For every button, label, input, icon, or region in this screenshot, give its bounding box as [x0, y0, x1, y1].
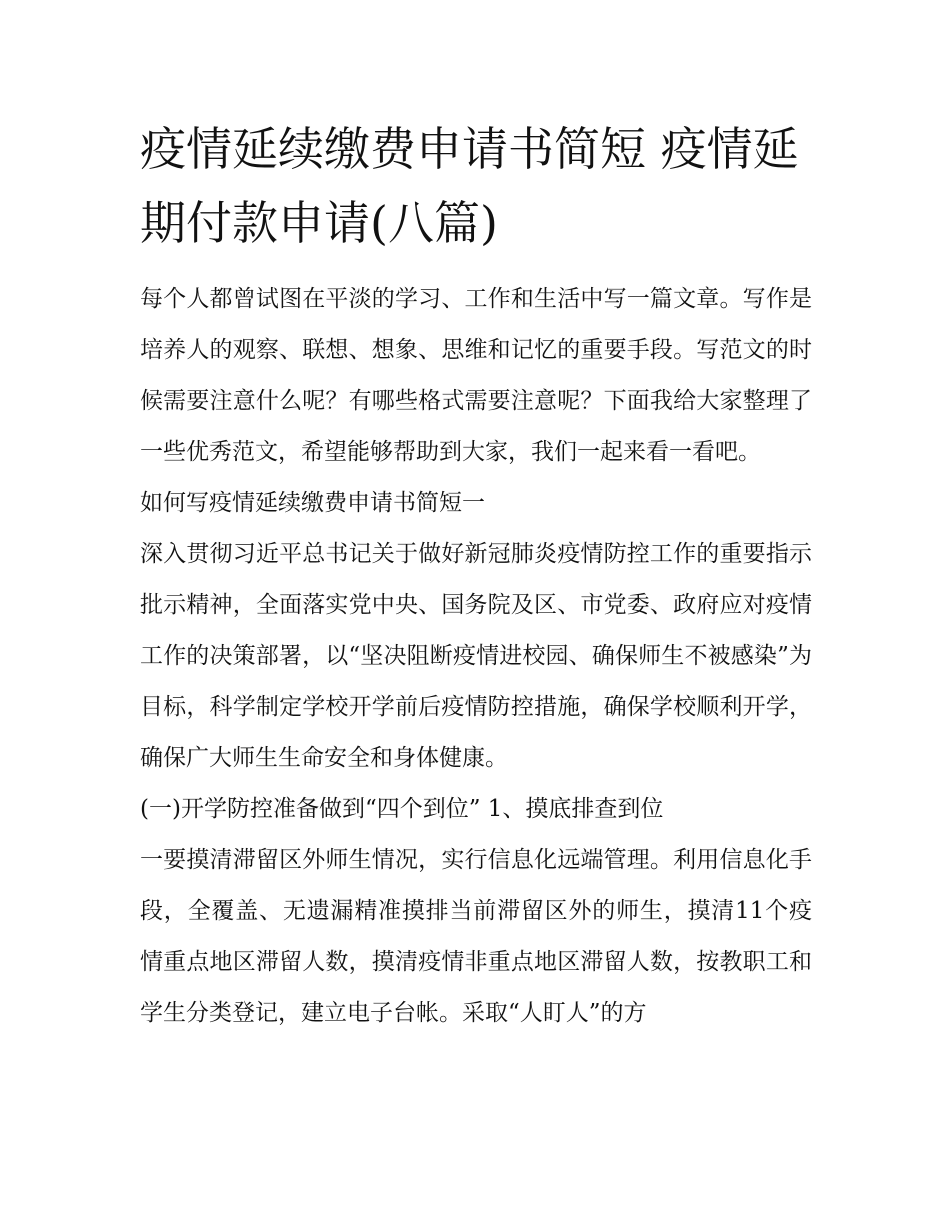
body-paragraph-2: 一要摸清滞留区外师生情况，实行信息化远端管理。利用信息化手段，全覆盖、无遗漏精准摸排当前滞留区外的师生，摸清11个疫情重点地区滞留人数，摸清疫情非重点地区滞留人数，按教职工和学生分类登记，建立电子台帐。采取“人盯人”的方 — [140, 847, 812, 1026]
document-title: 疫情延续缴费申请书简短 疫情延期付款申请(八篇) — [140, 122, 799, 250]
body-paragraph-1: 深入贯彻习近平总书记关于做好新冠肺炎疫情防控工作的重要指示批示精神，全面落实党中央、国务院及区、市党委、政府应对疫情工作的决策部署，以“坚决阻断疫情进校园、确保师生不被感染”为目标，科学制定学校开学前后疫情防控措施，确保学校顺利开学，确保广大师生生命安全和身体健康。 — [140, 541, 812, 771]
subheading: (一)开学防控准备做到“四个到位” 1、摸底排查到位 — [140, 796, 664, 822]
section-heading: 如何写疫情延续缴费申请书简短一 — [140, 490, 485, 516]
document-page — [140, 112, 812, 1039]
intro-paragraph: 每个人都曾试图在平淡的学习、工作和生活中写一篇文章。写作是培养人的观察、联想、想象、思维和记忆的重要手段。写范文的时候需要注意什么呢？有哪些格式需要注意呢？下面我给大家整理了一些优秀范文，希望能够帮助到大家，我们一起来看一看吧。 — [140, 286, 812, 465]
